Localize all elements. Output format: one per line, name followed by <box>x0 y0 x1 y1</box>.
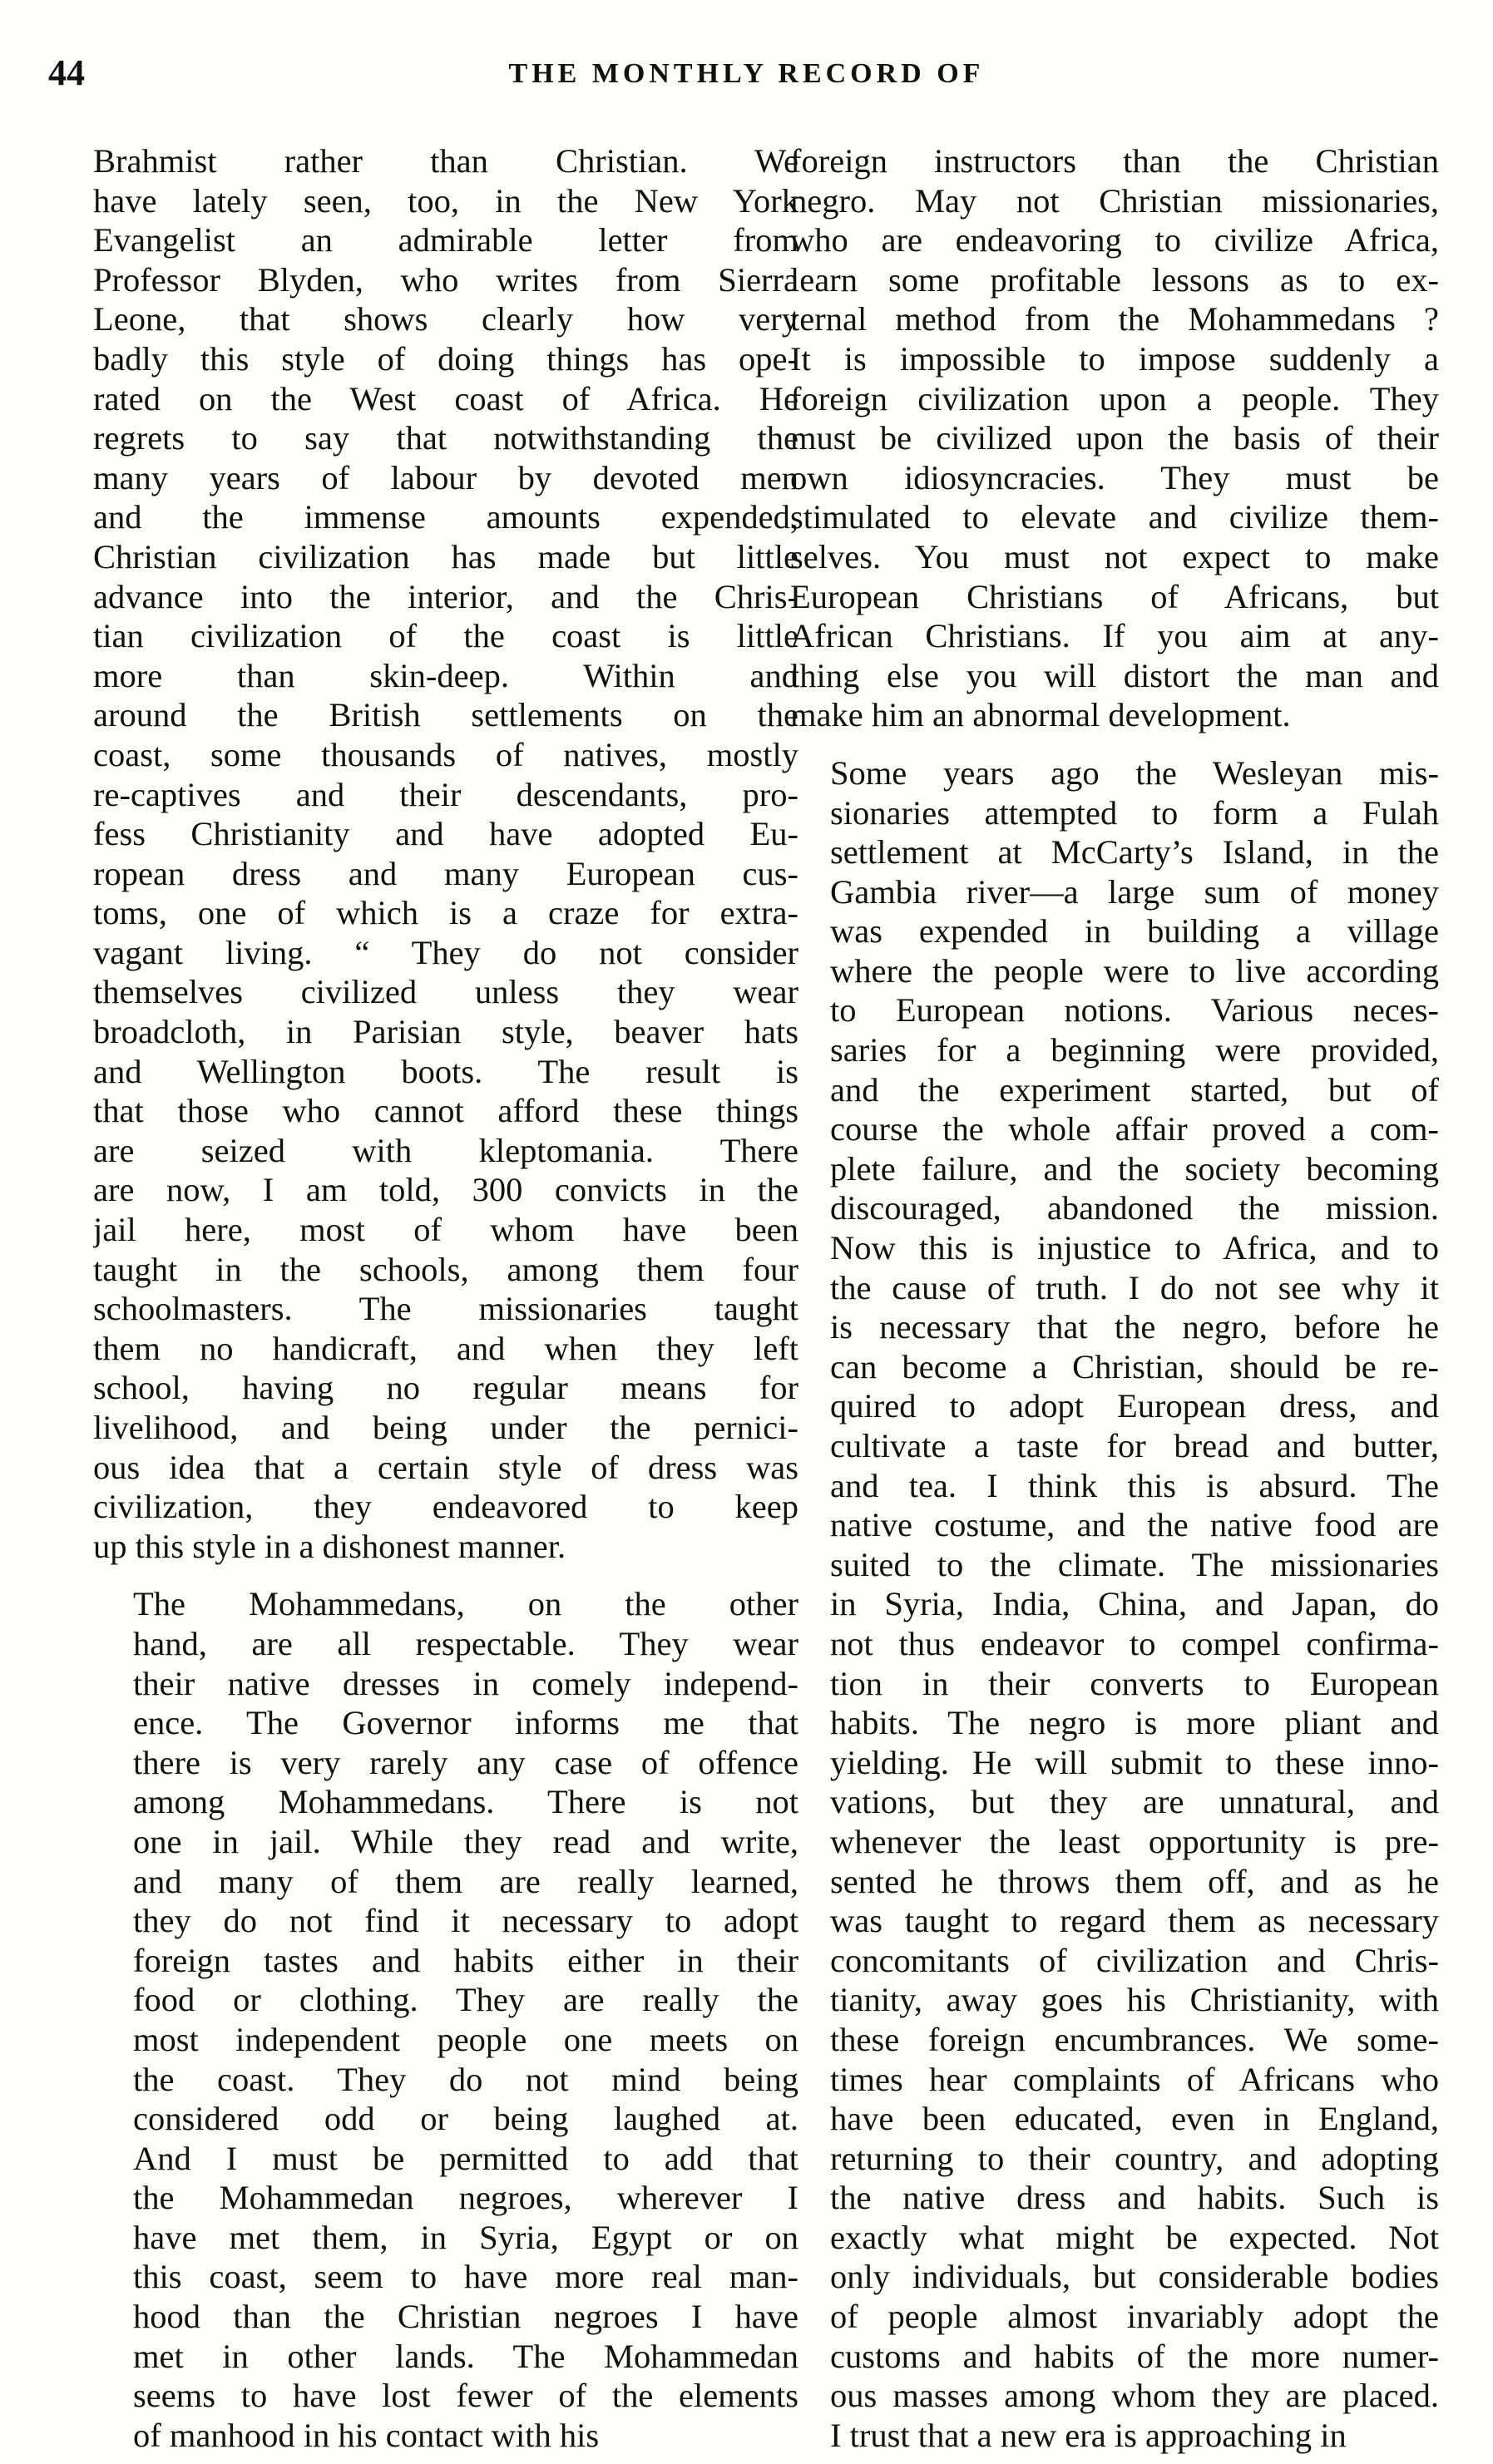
text-line: and many of them are really learned, <box>133 1862 798 1900</box>
text-line: Leone, that shows clearly how very <box>93 300 798 338</box>
text-line: only individuals, but considerable bodies <box>830 2258 1439 2296</box>
text-line: schoolmasters. The missionaries taught <box>93 1290 798 1328</box>
text-line: negro. May not Christian missionaries, <box>790 181 1439 220</box>
text-line: was expended in building a village <box>830 912 1439 951</box>
text-line: thing else you will distort the man and <box>790 656 1439 694</box>
text-line: coast, some thousands of natives, mostly <box>93 735 798 773</box>
text-line: where the people were to live according <box>830 951 1439 990</box>
text-line: considered odd or being laughed at. <box>133 2100 798 2138</box>
text-line: ous masses among whom they are placed. <box>830 2377 1439 2415</box>
text-line: these foreign encumbrances. We some- <box>830 2020 1439 2058</box>
text-line: regrets to say that notwithstanding the <box>93 419 798 457</box>
text-line: was taught to regard them as necessary <box>830 1902 1439 1940</box>
text-line: Now this is injustice to Africa, and to <box>830 1229 1439 1267</box>
paragraph <box>93 141 798 1566</box>
text-line: hand, are all respectable. They wear <box>133 1624 798 1662</box>
text-line: not thus endeavor to compel confirma- <box>830 1624 1439 1662</box>
text-line: can become a Christian, should be re- <box>830 1347 1439 1385</box>
right-text-column <box>790 141 1439 2455</box>
text-line: settlement at McCarty’s Island, in the <box>830 833 1439 872</box>
text-line: Professor Blyden, who writes from Sierra <box>93 260 798 299</box>
left-text-column <box>93 141 798 2455</box>
text-line: vagant living. “ They do not consider <box>93 933 798 971</box>
text-line: stimulated to elevate and civilize them- <box>790 498 1439 536</box>
text-line: discouraged, abandoned the mission. <box>830 1189 1439 1227</box>
paragraph <box>790 753 1439 2456</box>
text-line: taught in the schools, among them four <box>93 1250 798 1288</box>
text-line: many years of labour by devoted men <box>93 458 798 496</box>
text-line: advance into the interior, and the Chris- <box>93 577 798 615</box>
text-line: Christian civilization has made but little <box>93 537 798 575</box>
text-line: and tea. I think this is absurd. The <box>830 1466 1439 1504</box>
text-line: school, having no regular means for <box>93 1369 798 1407</box>
text-line: of manhood in his contact with his <box>133 2416 600 2454</box>
text-line: habits. The negro is more pliant and <box>830 1704 1439 1742</box>
text-line: Gambia river—a large sum of money <box>830 872 1439 911</box>
text-line: make him an abnormal development. <box>790 696 1291 734</box>
text-line: native costume, and the native food are <box>830 1506 1439 1544</box>
text-line: ternal method from the Mohammedans ? <box>790 300 1439 338</box>
text-line: foreign tastes and habits either in their <box>133 1941 798 1979</box>
text-line: ence. The Governor informs me that <box>133 1704 798 1742</box>
text-line: them no handicraft, and when they left <box>93 1329 798 1367</box>
text-line: broadcloth, in Parisian style, beaver hats <box>93 1013 798 1051</box>
text-line: are seized with kleptomania. There <box>93 1131 798 1169</box>
text-line: course the whole affair proved a com- <box>830 1110 1439 1148</box>
text-line: foreign instructors than the Christian <box>790 142 1439 180</box>
text-line: there is very rarely any case of offence <box>133 1743 798 1781</box>
text-line: whenever the least opportunity is pre- <box>830 1822 1439 1860</box>
text-line: have met them, in Syria, Egypt or on <box>133 2218 798 2256</box>
text-line: and the immense amounts expended, <box>93 498 798 536</box>
text-line: It is impossible to impose suddenly a <box>790 339 1439 378</box>
text-line: I trust that a new era is approaching in <box>830 2416 1347 2454</box>
text-line: African Christians. If you aim at any- <box>790 617 1439 655</box>
text-line: must be civilized upon the basis of their <box>790 419 1439 457</box>
text-line: toms, one of which is a craze for extra- <box>93 894 798 932</box>
text-line: re-captives and their descendants, pro- <box>93 775 798 813</box>
text-line: And I must be permitted to add that <box>133 2139 798 2177</box>
text-line: the native dress and habits. Such is <box>830 2179 1439 2217</box>
text-line: one in jail. While they read and write, <box>133 1822 798 1860</box>
text-line: food or clothing. They are really the <box>133 1981 798 2019</box>
text-line: and the experiment started, but of <box>830 1070 1439 1109</box>
text-line: themselves civilized unless they wear <box>93 973 798 1011</box>
text-line: ropean dress and many European cus- <box>93 854 798 892</box>
text-line: the coast. They do not mind being <box>133 2060 798 2098</box>
text-line: hood than the Christian negroes I have <box>133 2298 798 2336</box>
text-line: among Mohammedans. There is not <box>133 1783 798 1821</box>
text-line: European Christians of Africans, but <box>790 577 1439 615</box>
text-line: tion in their converts to European <box>830 1664 1439 1702</box>
text-line: vations, but they are unnatural, and <box>830 1783 1439 1821</box>
paragraph <box>93 1584 798 2455</box>
text-line: sionaries attempted to form a Fulah <box>830 793 1439 832</box>
text-line: yielding. He will submit to these inno- <box>830 1743 1439 1781</box>
text-line: have lately seen, too, in the New York <box>93 181 798 220</box>
text-line: saries for a beginning were provided, <box>830 1031 1439 1069</box>
text-line: have been educated, even in England, <box>830 2100 1439 2138</box>
text-line: in Syria, India, China, and Japan, do <box>830 1585 1439 1623</box>
text-line: exactly what might be expected. Not <box>830 2218 1439 2256</box>
running-header <box>48 52 1445 101</box>
text-line: foreign civilization upon a people. They <box>790 379 1439 417</box>
text-line: the Mohammedan negroes, wherever I <box>133 2179 798 2217</box>
text-line: more than skin-deep. Within and <box>93 656 798 694</box>
text-line: concomitants of civilization and Chris- <box>830 1941 1439 1979</box>
text-line: who are endeavoring to civilize Africa, <box>790 221 1439 259</box>
text-line: to European notions. Various neces- <box>830 991 1439 1030</box>
text-line: The Mohammedans, on the other <box>133 1585 798 1623</box>
text-line: they do not find it necessary to adopt <box>133 1902 798 1940</box>
text-line: fess Christianity and have adopted Eu- <box>93 815 798 853</box>
text-line: quired to adopt European dress, and <box>830 1387 1439 1425</box>
text-line: times hear complaints of Africans who <box>830 2060 1439 2098</box>
text-line: rated on the West coast of Africa. He <box>93 379 798 417</box>
text-line: that those who cannot afford these things <box>93 1092 798 1130</box>
text-line: seems to have lost fewer of the elements <box>133 2377 798 2415</box>
text-line: tian civilization of the coast is little <box>93 617 798 655</box>
text-line: returning to their country, and adopting <box>830 2139 1439 2177</box>
text-line: customs and habits of the more numer- <box>830 2337 1439 2375</box>
text-line: cultivate a taste for bread and butter, <box>830 1427 1439 1464</box>
text-line: their native dresses in comely independ- <box>133 1664 798 1702</box>
text-line: badly this style of doing things has ope- <box>93 339 798 378</box>
text-line: jail here, most of whom have been <box>93 1211 798 1249</box>
text-line: the cause of truth. I do not see why it <box>830 1268 1439 1306</box>
text-line: most independent people one meets on <box>133 2020 798 2058</box>
text-line: selves. You must not expect to make <box>790 537 1439 575</box>
text-line: is necessary that the negro, before he <box>830 1308 1439 1346</box>
text-line: of people almost invariably adopt the <box>830 2298 1439 2336</box>
text-line: own idiosyncracies. They must be <box>790 458 1439 496</box>
text-line: around the British settlements on the <box>93 696 798 734</box>
text-line: this coast, seem to have more real man- <box>133 2258 798 2296</box>
text-line: Brahmist rather than Christian. We <box>93 142 798 180</box>
paragraph <box>790 141 1439 735</box>
text-line: suited to the climate. The missionaries <box>830 1545 1439 1583</box>
text-line: are now, I am told, 300 convicts in the <box>93 1171 798 1209</box>
running-title: THE MONTHLY RECORD OF <box>508 58 985 89</box>
text-line: up this style in a dishonest manner. <box>93 1527 566 1565</box>
page-number: 44 <box>48 52 85 93</box>
text-line: and Wellington boots. The result is <box>93 1052 798 1090</box>
text-line: learn some profitable lessons as to ex- <box>790 260 1439 299</box>
text-line: livelihood, and being under the pernici- <box>93 1409 798 1446</box>
text-line: tianity, away goes his Christianity, with <box>830 1981 1439 2019</box>
text-line: civilization, they endeavored to keep <box>93 1488 798 1526</box>
text-line: Some years ago the Wesleyan mis- <box>830 753 1439 792</box>
text-line: ous idea that a certain style of dress was <box>93 1448 798 1486</box>
text-line: Evangelist an admirable letter from <box>93 221 798 259</box>
text-line: plete failure, and the society becoming <box>830 1149 1439 1188</box>
text-line: sented he throws them off, and as he <box>830 1862 1439 1900</box>
text-line: met in other lands. The Mohammedan <box>133 2337 798 2375</box>
